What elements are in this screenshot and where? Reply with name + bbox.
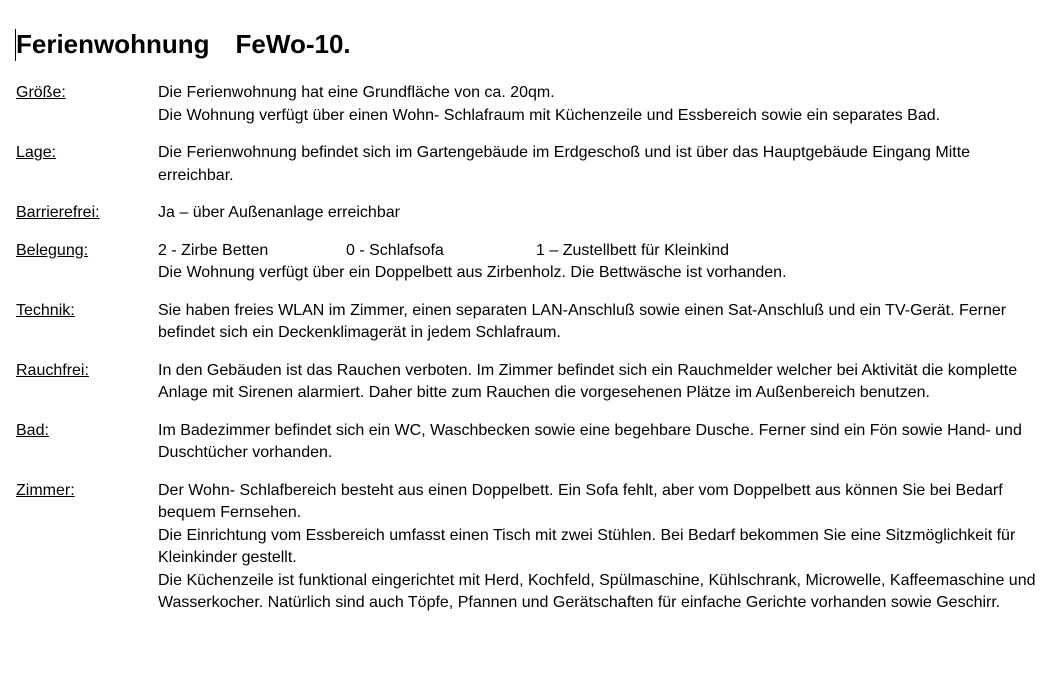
section-content xyxy=(158,360,1046,405)
section-lage xyxy=(16,142,1046,187)
page-title xyxy=(16,26,1046,62)
section-technik xyxy=(16,300,1046,345)
section-groesse xyxy=(16,82,1046,127)
section-text: Sie haben freies WLAN im Zimmer, einen separaten LAN-Anschluß sowie einen Sat-Anschluß und ein TV-Gerät. Ferner befindet sich ein Deckenklimagerät in jedem Schlafraum. xyxy=(158,301,1007,341)
section-belegung xyxy=(16,240,1046,285)
belegung-item: 0 - Schlafsofa xyxy=(346,241,444,259)
section-content xyxy=(158,480,1046,615)
title-text: Ferienwohnung xyxy=(16,29,210,59)
section-label: Barrierefrei: xyxy=(16,204,100,221)
section-rauchfrei xyxy=(16,360,1046,405)
document-page xyxy=(16,26,1046,630)
section-content xyxy=(158,300,1046,345)
belegung-items xyxy=(158,240,1046,263)
section-barrierefrei xyxy=(16,202,1046,225)
section-text: Im Badezimmer befindet sich ein WC, Waschbecken sowie eine begehbare Dusche. Ferner sind ein Fön sowie Hand- und Duschtücher vorhanden. xyxy=(158,421,1022,461)
section-label: Rauchfrei: xyxy=(16,361,89,379)
section-label: Zimmer: xyxy=(16,481,75,499)
section-label: Lage: xyxy=(16,144,57,161)
section-bad xyxy=(16,420,1046,465)
title-code: FeWo-10. xyxy=(235,29,351,59)
section-line: Die Wohnung verfügt über einen Wohn- Schlafraum mit Küchenzeile und Essbereich sowie ein separates Bad. xyxy=(158,106,941,124)
section-text: Die Wohnung verfügt über ein Doppelbett aus Zirbenholz. Die Bettwäsche ist vorhanden. xyxy=(158,264,787,281)
section-content xyxy=(158,142,1046,187)
section-paragraph: Der Wohn- Schlafbereich besteht aus einen Doppelbett. Ein Sofa fehlt, aber vom Doppelbett aus können Sie bei Bedarf bequem Fernsehen. xyxy=(158,481,1003,521)
section-text: In den Gebäuden ist das Rauchen verboten. Im Zimmer befindet sich ein Rauchmelder welcher bei Aktivität die komplette Anlage mit Sirenen alarmiert. Daher bitte zum Rauchen die vorgesehenen Plätze im Außenbereich benutzen. xyxy=(158,361,1018,401)
section-content xyxy=(158,420,1046,465)
belegung-item: 1 – Zustellbett für Kleinkind xyxy=(536,241,729,259)
section-label: Größe: xyxy=(16,84,66,101)
section-line: Die Ferienwohnung hat eine Grundfläche von ca. 20qm. xyxy=(158,84,555,101)
belegung-item: 2 - Zirbe Betten xyxy=(158,241,269,259)
section-text: Ja – über Außenanlage erreichbar xyxy=(158,204,400,221)
section-paragraph: Die Einrichtung vom Essbereich umfasst einen Tisch mit zwei Stühlen. Bei Bedarf bekommen Sie eine Sitzmöglichkeit für Kleinkinder gestellt. xyxy=(158,526,1016,566)
section-label: Technik: xyxy=(16,301,75,319)
section-zimmer xyxy=(16,480,1046,615)
section-content xyxy=(158,82,1046,127)
text-cursor xyxy=(15,29,16,61)
section-label: Belegung: xyxy=(16,241,89,259)
section-label: Bad: xyxy=(16,421,49,439)
section-content xyxy=(158,240,1046,285)
section-paragraph: Die Küchenzeile ist funktional eingerichtet mit Herd, Kochfeld, Spülmaschine, Kühlschrank, Microwelle, Kaffeemaschine und Wasserkocher. Natürlich sind auch Töpfe, Pfannen und Gerätschaften für einfache Gerichte vorhanden sowie Geschirr. xyxy=(158,571,1036,611)
section-content xyxy=(158,202,1046,225)
section-text: Die Ferienwohnung befindet sich im Gartengebäude im Erdgeschoß und ist über das Hauptgebäude Eingang Mitte erreichbar. xyxy=(158,144,971,184)
